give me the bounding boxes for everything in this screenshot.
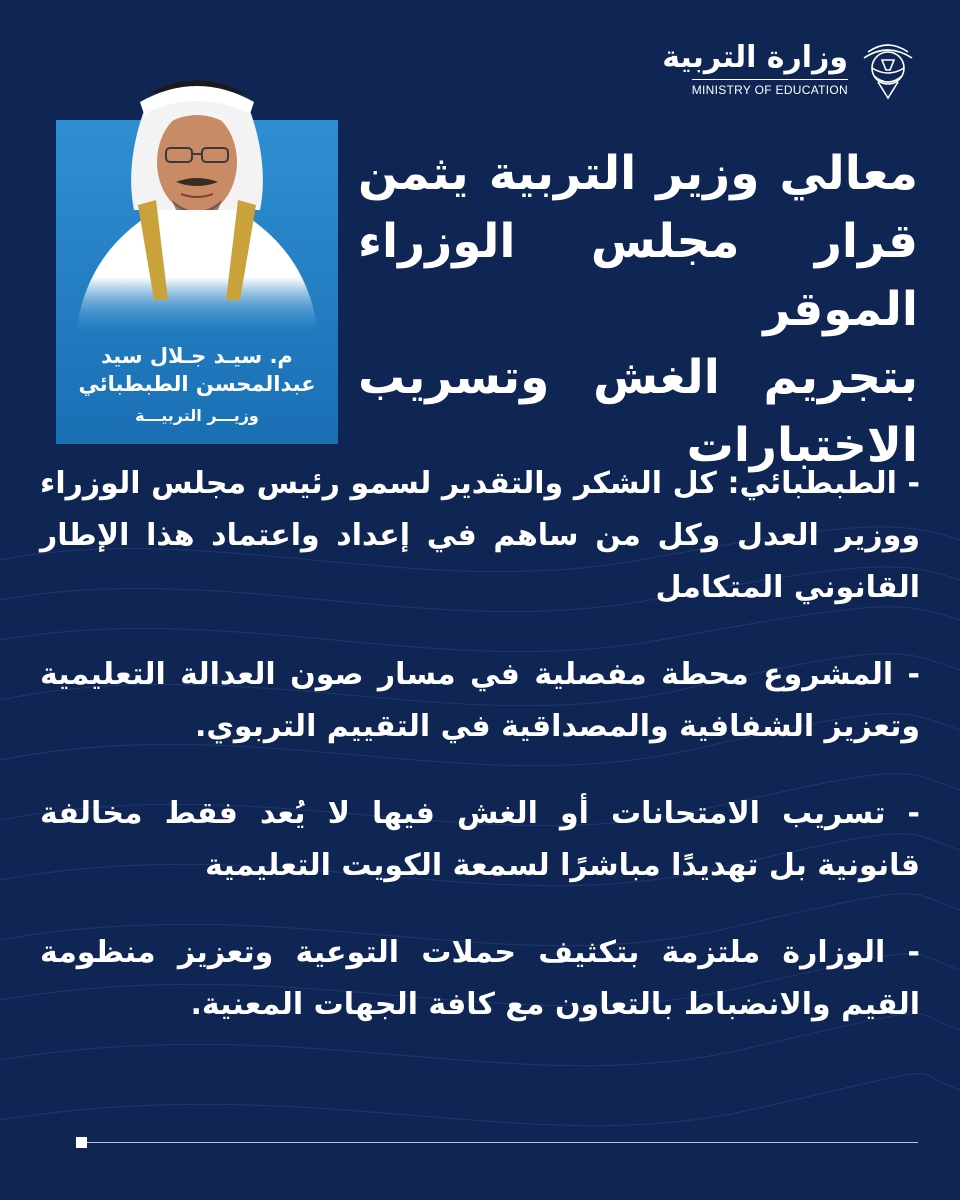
logo-arabic-name: وزارة التربية	[662, 40, 848, 75]
statement-point-1: - الطبطبائي: كل الشكر والتقدير لسمو رئيس مجلس الوزراء ووزير العدل وكل من ساهم في إعداد واعتماد هذا الإطار القانوني المتكامل	[40, 466, 920, 605]
footer-square-marker	[76, 1137, 87, 1148]
headline	[358, 140, 918, 480]
headline-line3: بتجريم الغش وتسريب	[358, 350, 918, 405]
statement-points	[40, 458, 920, 1066]
headline-line4: الاختبارات	[686, 418, 918, 473]
statement-point-3: - تسريب الامتحانات أو الغش فيها لا يُعد فقط مخالفة قانونية بل تهديدًا مباشرًا لسمعة الكويت التعليمية	[40, 796, 920, 883]
ministry-logo	[662, 38, 916, 100]
statement-point-4: - الوزارة ملتزمة بتكثيف حملات التوعية وتعزيز منظومة القيم والانضباط بالتعاون مع كافة الجهات المعنية.	[40, 935, 920, 1022]
headline-line1: معالي وزير التربية يثمن	[358, 146, 918, 201]
minister-name-line1: م. سيـد جـلال سيد	[101, 344, 293, 368]
headline-line2: قرار مجلس الوزراء الموقر	[358, 214, 918, 337]
logo-text	[662, 41, 848, 97]
minister-name-line2: عبدالمحسن الطبطبائي	[78, 372, 316, 396]
minister-name-block	[56, 342, 338, 425]
logo-english-name: MINISTRY OF EDUCATION	[692, 79, 848, 97]
statement-point-2: - المشروع محطة مفصلية في مسار صون العدالة التعليمية وتعزيز الشفافية والمصداقية في التقييم التربوي.	[40, 657, 920, 744]
minister-portrait-image	[56, 60, 338, 332]
kuwait-emblem-icon	[860, 38, 916, 100]
minister-title: وزيـــر التربيـــة	[135, 406, 259, 425]
footer-divider	[76, 1142, 918, 1143]
